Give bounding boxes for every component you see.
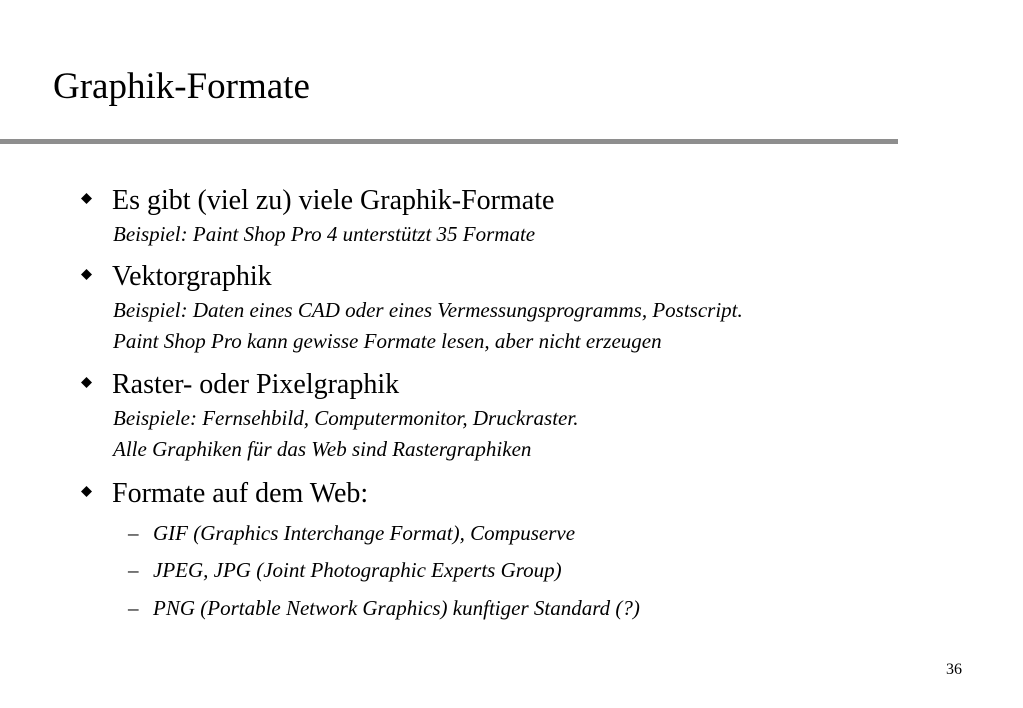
sub-item-text: JPEG, JPG (Joint Photographic Experts Group) bbox=[153, 558, 562, 582]
sub-item-text: PNG (Portable Network Graphics) kunftiger Standard (?) bbox=[153, 596, 640, 620]
bullet-heading: Vektorgraphik bbox=[112, 261, 272, 292]
page-number: 36 bbox=[946, 661, 962, 678]
dash-bullet: – bbox=[128, 596, 139, 620]
bullet-detail: Paint Shop Pro kann gewisse Formate lesen, aber nicht erzeugen bbox=[113, 329, 662, 353]
bullet-heading: Es gibt (viel zu) viele Graphik-Formate bbox=[112, 185, 555, 216]
bullet-detail: Beispiel: Daten eines CAD oder eines Vermessungsprogramms, Postscript. bbox=[113, 298, 743, 322]
diamond-bullet-icon bbox=[81, 377, 92, 388]
diamond-bullet-icon bbox=[81, 269, 92, 280]
bullet-heading: Raster- oder Pixelgraphik bbox=[112, 369, 400, 400]
dash-bullet: – bbox=[128, 521, 139, 545]
bullet-detail: Beispiele: Fernsehbild, Computermonitor, Druckraster. bbox=[113, 406, 579, 430]
bullet-heading: Formate auf dem Web: bbox=[112, 478, 369, 509]
sub-item-text: GIF (Graphics Interchange Format), Compuserve bbox=[153, 521, 576, 545]
slide-title: Graphik-Formate bbox=[53, 66, 310, 107]
diamond-bullet-icon bbox=[81, 193, 92, 204]
dash-bullet: – bbox=[128, 558, 139, 582]
bullet-detail: Alle Graphiken für das Web sind Rastergraphiken bbox=[113, 437, 532, 461]
sub-item-gif bbox=[0, 520, 1000, 548]
diamond-bullet-icon bbox=[81, 486, 92, 497]
sub-item-png bbox=[0, 595, 1000, 623]
sub-item-jpeg bbox=[0, 557, 1000, 585]
bullet-detail: Beispiel: Paint Shop Pro 4 unterstützt 35 Formate bbox=[113, 222, 536, 246]
